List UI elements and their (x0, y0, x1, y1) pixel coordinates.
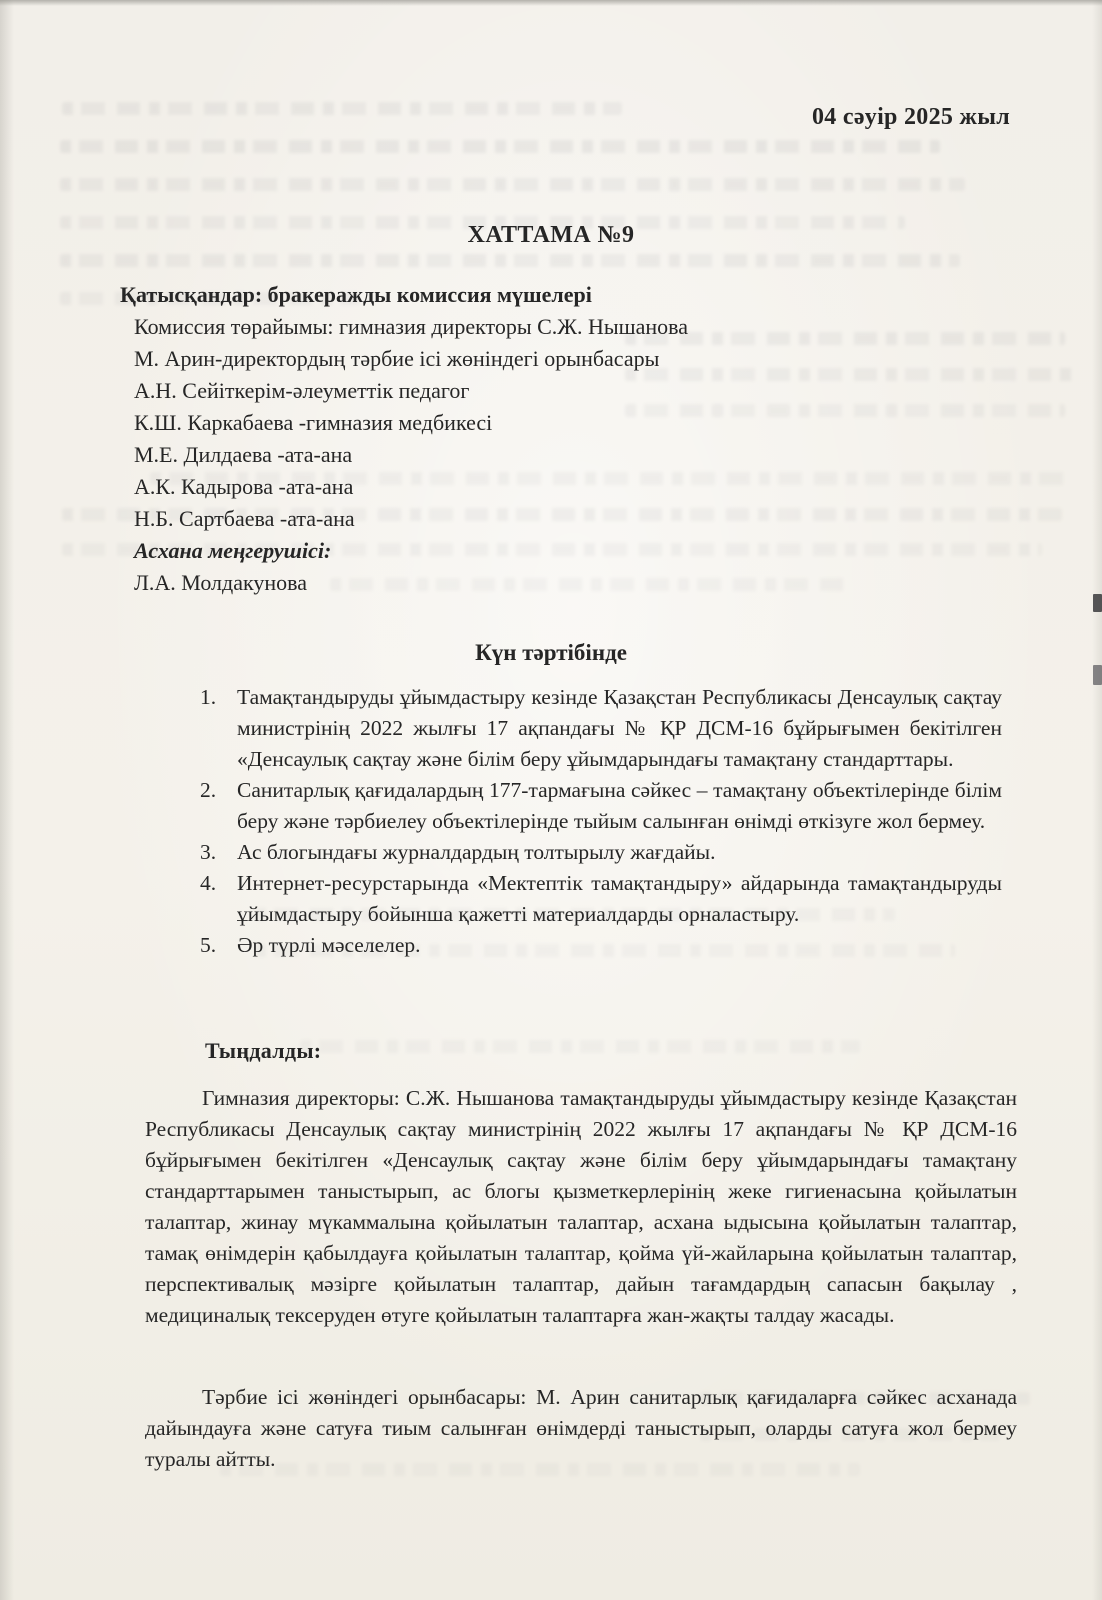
agenda-item-text: Санитарлық қағидалардың 177-тармағына сәйкес – тамақтану объектілерінде білім беру және тәрбиелеу объектілерінде тыйым салынған өнімді өткізуге жол бермеу. (237, 778, 1002, 833)
agenda-item-text: Интернет-ресурстарында «Мектептік тамақтандыру» айдарында тамақтандыруды ұйымдастыру бойынша қажетті материалдарды орналастыру. (237, 871, 1002, 926)
agenda-list (200, 682, 1002, 961)
bleed-through-artifact (62, 102, 622, 115)
canteen-manager-role: Асхана меңгерушісі: (134, 538, 332, 563)
participant-line: Комиссия төрайымы: гимназия директоры С.Ж. Нышанова (134, 314, 688, 339)
participants-heading: Қатысқандар: бракеражды комиссия мүшелері (120, 282, 592, 307)
agenda-item-number: 3. (200, 840, 217, 864)
participant-line: К.Ш. Каркабаева -гимназия медбикесі (134, 410, 493, 435)
bleed-through-artifact (300, 1040, 860, 1053)
canteen-manager-name: Л.А. Молдакунова (134, 570, 307, 595)
participants-section (120, 279, 880, 599)
agenda-item-number: 4. (200, 871, 217, 895)
participant-line: М.Е. Дилдаева -ата-ана (134, 442, 353, 467)
agenda-item-text: Ас блогындағы журналдардың толтырылу жағдайы. (237, 840, 716, 864)
agenda-item-text: Тамақтандыруды ұйымдастыру кезінде Қазақстан Республикасы Денсаулық сақтау министрінің 2022 жылғы 17 ақпандағы № ҚР ДСМ-16 бұйрығымен бекітілген «Денсаулық сақтау және білім беру ұйымдарындағы тамақтану стандарттары. (237, 685, 1002, 771)
scan-top-edge (0, 0, 1102, 6)
agenda-item-number: 5. (200, 933, 217, 957)
agenda-item-number: 1. (200, 685, 217, 709)
document-title: ХАТТАМА №9 (467, 222, 635, 248)
participant-line: Н.Б. Сартбаева -ата-ана (134, 506, 355, 531)
heard-paragraph-deputy: Тәрбие ісі жөніндегі орынбасары: М. Арин санитарлық қағидаларға сәйкес асханада дайындауға және сатуға тиым салынған өнімдерді таныстырып, оларды сатуға жол бермеу туралы айтты. (145, 1385, 1017, 1471)
agenda-item-text: Әр түрлі мәселелер. (237, 933, 421, 957)
agenda-item (200, 868, 1002, 930)
bleed-through-artifact (60, 178, 965, 191)
agenda-item (200, 682, 1002, 775)
scan-edge-mark (1093, 594, 1102, 612)
scan-edge-mark (1093, 665, 1102, 685)
heard-paragraph-director: Гимназия директоры: С.Ж. Нышанова тамақтандыруды ұйымдастыру кезінде Қазақстан Республикасы Денсаулық сақтау министрінің 2022 жылғы 17 ақпандағы № ҚР ДСМ-16 бұйрығымен бекітілген «Денсаулық сақтау және білім беру ұйымдарындағы тамақтану стандарттарымен таныстырып, ас блогы қызметкерлерінің жеке гигиенасына қойылатын талаптар, жинау мүкаммалына қойылатын талаптар, асхана ыдысына қойылатын талаптар, тамақ өнімдерін қабылдауға қойылатын талаптар, қойма үй-жайларына қойылатын талаптар, перспективалық мәзірге қойылатын талаптар, дайын тағамдардың сапасын бақылау , медициналық тексеруден өтуге қойылатын талаптарға жан-жақты талдау жасады. (145, 1086, 1017, 1327)
participant-line: А.Н. Сейіткерім-әлеуметтік педагог (134, 378, 470, 403)
heard-heading: Тыңдалды: (205, 1038, 322, 1063)
agenda-heading: Күн тәртібінде (475, 640, 627, 665)
agenda-item-number: 2. (200, 778, 217, 802)
agenda-item (200, 837, 1002, 868)
bleed-through-artifact (60, 140, 940, 153)
agenda-item (200, 930, 1002, 961)
agenda-item (200, 775, 1002, 837)
bleed-through-artifact (60, 254, 960, 267)
participant-line: М. Арин-директордың тәрбие ісі жөніндегі орынбасары (134, 346, 660, 371)
participant-line: А.К. Кадырова -ата-ана (134, 474, 354, 499)
document-date: 04 сәуір 2025 жыл (811, 104, 1010, 130)
